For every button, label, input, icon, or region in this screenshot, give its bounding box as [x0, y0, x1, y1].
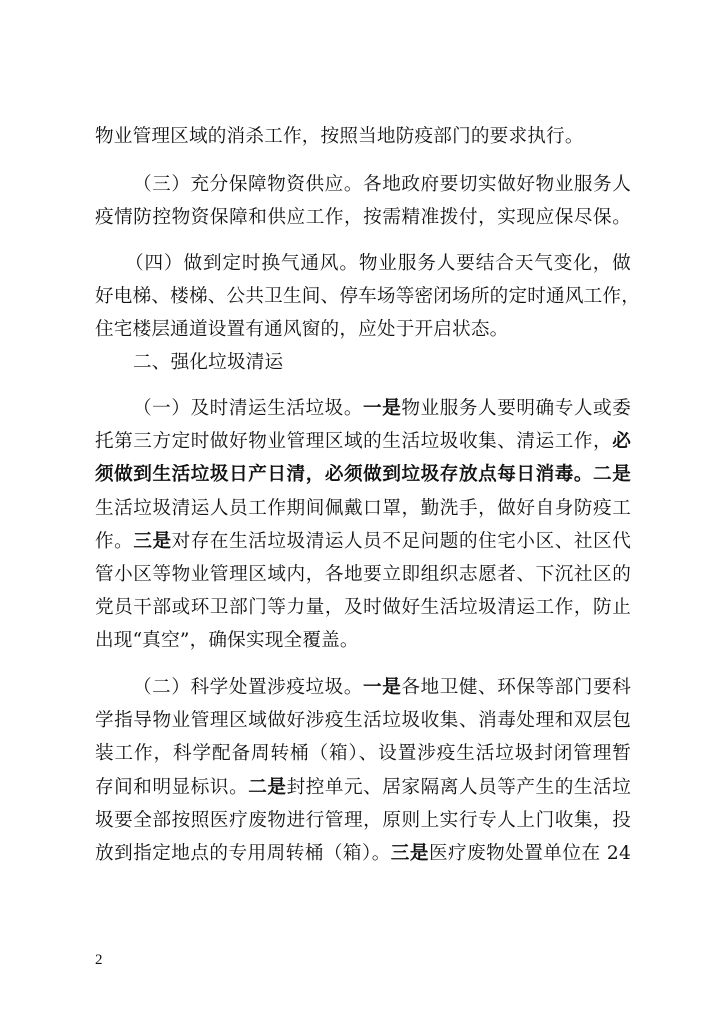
text-segment: 作。	[95, 531, 134, 552]
text-segment: 各地卫健、环保等部门要科	[401, 677, 632, 698]
subsection-number: （三）	[133, 174, 191, 195]
text-line-1	[95, 125, 631, 149]
text-segment: 物业管理区域的消杀工作，按照当地防疫部门的要求执行。	[95, 126, 584, 147]
text-segment: 疫情防控物资保障和供应工作，按需精准拨付，实现应保尽保。	[95, 207, 631, 228]
emphasis-text: 三是	[133, 531, 172, 552]
text-segment: 装工作，科学配备周转桶（箱）、设置涉疫生活垃圾封闭管理暂	[95, 743, 631, 764]
text-line-5	[95, 285, 641, 309]
text-line-11	[95, 497, 631, 521]
subsection-number: （四）	[125, 253, 184, 274]
text-segment: 出现“真空”，确保实现全覆盖。	[95, 630, 359, 651]
text-line-13	[95, 563, 631, 587]
paragraph-5-line-1	[95, 397, 631, 421]
emphasis-text: 二是	[248, 777, 287, 798]
text-line-12	[95, 530, 631, 554]
text-segment: 住宅楼层通道设置有通风窗的，应处于开启状态。	[95, 319, 509, 340]
text-line-6	[95, 318, 631, 342]
text-line-9	[95, 430, 631, 454]
text-segment: 存间和明显标识。	[95, 777, 249, 798]
text-line-14	[95, 596, 631, 620]
text-line-17	[95, 709, 631, 733]
section-title: 二、强化垃圾清运	[133, 352, 284, 373]
paragraph-6-line-1	[95, 676, 631, 700]
text-line-15	[95, 629, 631, 653]
text-segment: 对存在生活垃圾清运人员不足问题的住宅小区、社区代	[171, 531, 631, 552]
text-segment: 各地政府要切实做好物业服务人	[363, 174, 631, 195]
emphasis-text: 须做到生活垃圾日产日清，必须做到垃圾存放点每日消毒。	[95, 464, 594, 485]
subsection-number: （一）	[133, 398, 191, 419]
text-segment: 管小区等物业管理区域内，各地要立即组织志愿者、下沉社区的	[95, 564, 631, 585]
subsection-heading: 科学处置涉疫垃圾。	[190, 677, 364, 698]
subsection-number: （二）	[133, 677, 191, 698]
subsection-heading: 做到定时换气通风。	[183, 253, 359, 274]
text-line-21	[95, 842, 631, 866]
text-segment: 好电梯、楼梯、公共卫生间、停车场等密闭场所的定时通风工作，	[95, 286, 641, 307]
text-segment: 托第三方定时做好物业管理区域的生活垃圾收集、清运工作，	[95, 431, 613, 452]
emphasis-text: 一是	[363, 398, 402, 419]
text-segment: 物业服务人要明确专人或委	[401, 398, 632, 419]
text-segment: 放到指定地点的专用周转桶（箱）。	[95, 843, 391, 864]
page-number: 2	[95, 952, 103, 968]
text-line-20	[95, 809, 631, 833]
text-segment: 物业服务人要结合天气变化，做	[358, 253, 631, 274]
subsection-heading: 充分保障物资供应。	[190, 174, 364, 195]
emphasis-text: 三是	[390, 843, 429, 864]
text-line-18	[95, 742, 631, 766]
text-line-19	[95, 776, 631, 800]
paragraph-3-line-1	[95, 173, 631, 197]
section-heading	[95, 351, 631, 375]
emphasis-text: 必	[612, 431, 631, 452]
text-segment: 圾要全部按照医疗废物进行管理，原则上实行专人上门收集，投	[95, 810, 631, 831]
text-segment: 封控单元、居家隔离人员等产生的生活垃	[286, 777, 631, 798]
subsection-heading: 及时清运生活垃圾。	[190, 398, 364, 419]
text-line-10	[95, 463, 631, 487]
emphasis-text: 一是	[363, 677, 402, 698]
text-segment: 生活垃圾清运人员工作期间佩戴口罩，勤洗手，做好自身防疫工	[95, 498, 631, 519]
paragraph-4-line-1	[95, 252, 631, 276]
emphasis-text: 二是	[593, 464, 631, 485]
text-segment: 党员干部或环卫部门等力量，及时做好生活垃圾清运工作，防止	[95, 597, 631, 618]
text-line-3	[95, 206, 631, 230]
text-segment: 医疗废物处置单位在 24	[428, 843, 631, 864]
text-segment: 学指导物业管理区域做好涉疫生活垃圾收集、消毒处理和双层包	[95, 710, 631, 731]
